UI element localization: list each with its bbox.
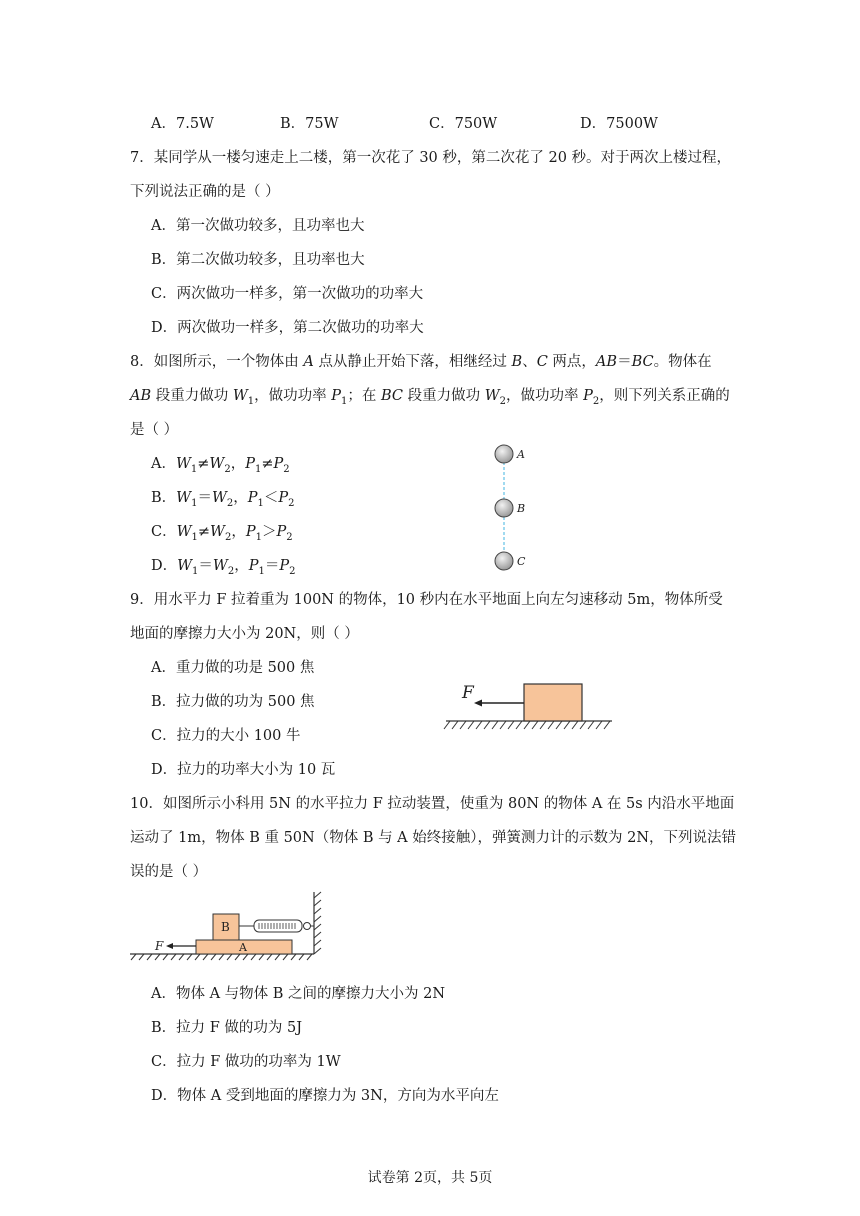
q7-option-d: D．两次做功一样多，第二次做功的功率大 [151,320,424,336]
q9-option-a: A．重力做的功是 500 焦 [151,660,315,676]
force-label: F [155,939,164,953]
q8-option-a: A．$W_1\ne W_2$，$P_1\ne P_2$ [151,456,290,475]
q10-stem-line2: 运动了 1m，物体 B 重 50N（物体 B 与 A 始终接触），弹簧测力计的示数为 2N，下列说法错 [130,830,737,846]
q10-option-d: D．物体 A 受到地面的摩擦力为 3N，方向为水平向左 [151,1088,499,1104]
block-b-label: B [221,920,230,934]
q6-option-d: D．7500W [580,116,658,132]
point-label-b: B [517,502,526,515]
q10-option-c: C．拉力 F 做功的功率为 1W [151,1054,341,1070]
q8-option-c: C．$W_1\ne W_2$，$P_1>P_2$ [151,524,293,543]
q9-option-d: D．拉力的功率大小为 10 瓦 [151,762,336,778]
ground-hatching [131,954,312,960]
block-a-label: A [239,941,247,954]
ball-at-b [495,499,513,517]
q9-stem-line2: 地面的摩擦力大小为 20N，则（ ） [130,626,359,642]
q8-option-d: D．$W_1=W_2$，$P_1=P_2$ [151,558,296,577]
q7-option-c: C．两次做功一样多，第一次做功的功率大 [151,286,424,302]
force-arrowhead [166,943,173,949]
q10-stem-line3: 误的是（ ） [130,864,208,880]
ground-hatching [444,721,610,729]
q6-option-b: B．75W [280,116,339,132]
point-label-c: C [517,555,526,568]
q7-option-b: B．第二次做功较多，且功率也大 [151,252,365,268]
block [524,684,582,721]
q6-option-c: C．750W [429,116,498,132]
ball-at-c [495,552,513,570]
q6-option-a: A．7.5W [151,116,214,132]
q10-stem-line1: 10．如图所示小科用 5N 的水平拉力 F 拉动装置，使重为 80N 的物体 A 在 5s 内沿水平地面 [130,796,735,812]
q7-stem-line2: 下列说法正确的是（ ） [130,184,280,200]
q10-option-a: A．物体 A 与物体 B 之间的摩擦力大小为 2N [151,986,446,1002]
q9-option-c: C．拉力的大小 100 牛 [151,728,301,744]
falling-ball-figure [480,440,540,580]
q7-option-a: A．第一次做功较多，且功率也大 [151,218,365,234]
q8-option-b: B．$W_1=W_2$，$P_1<P_2$ [151,490,295,509]
q7-stem-line1: 7．某同学从一楼匀速走上二楼，第一次花了 30 秒，第二次花了 20 秒。对于两次上楼过程， [130,150,732,166]
ball-at-a [495,445,513,463]
block-on-ground-figure [440,676,620,736]
force-label: F [462,683,474,703]
page-footer: 试卷第 2页，共 5页 [367,1170,493,1186]
wall-hatching [314,892,321,954]
force-arrowhead [474,700,482,707]
q8-stem-line3: 是（ ） [130,422,179,438]
q8-stem-line2: AB 段重力做功 $W_1$，做功功率 $P_1$；在 BC 段重力做功 $W_2$，做功功率 $P_2$，则下列关系正确的 [130,388,730,407]
q8-stem-line1: 8．如图所示，一个物体由 A 点从静止开始下落，相继经过 B、C 两点，AB＝BC。物体在 [130,354,712,370]
q10-option-b: B．拉力 F 做的功为 5J [151,1020,303,1036]
q9-stem-line1: 9．用水平力 F 拉着重为 100N 的物体，10 秒内在水平地面上向左匀速移动 5m，物体所受 [130,592,723,608]
spring-scale-figure [128,888,328,964]
q9-option-b: B．拉力做的功为 500 焦 [151,694,315,710]
point-label-a: A [517,448,525,461]
spring-scale [239,920,314,932]
